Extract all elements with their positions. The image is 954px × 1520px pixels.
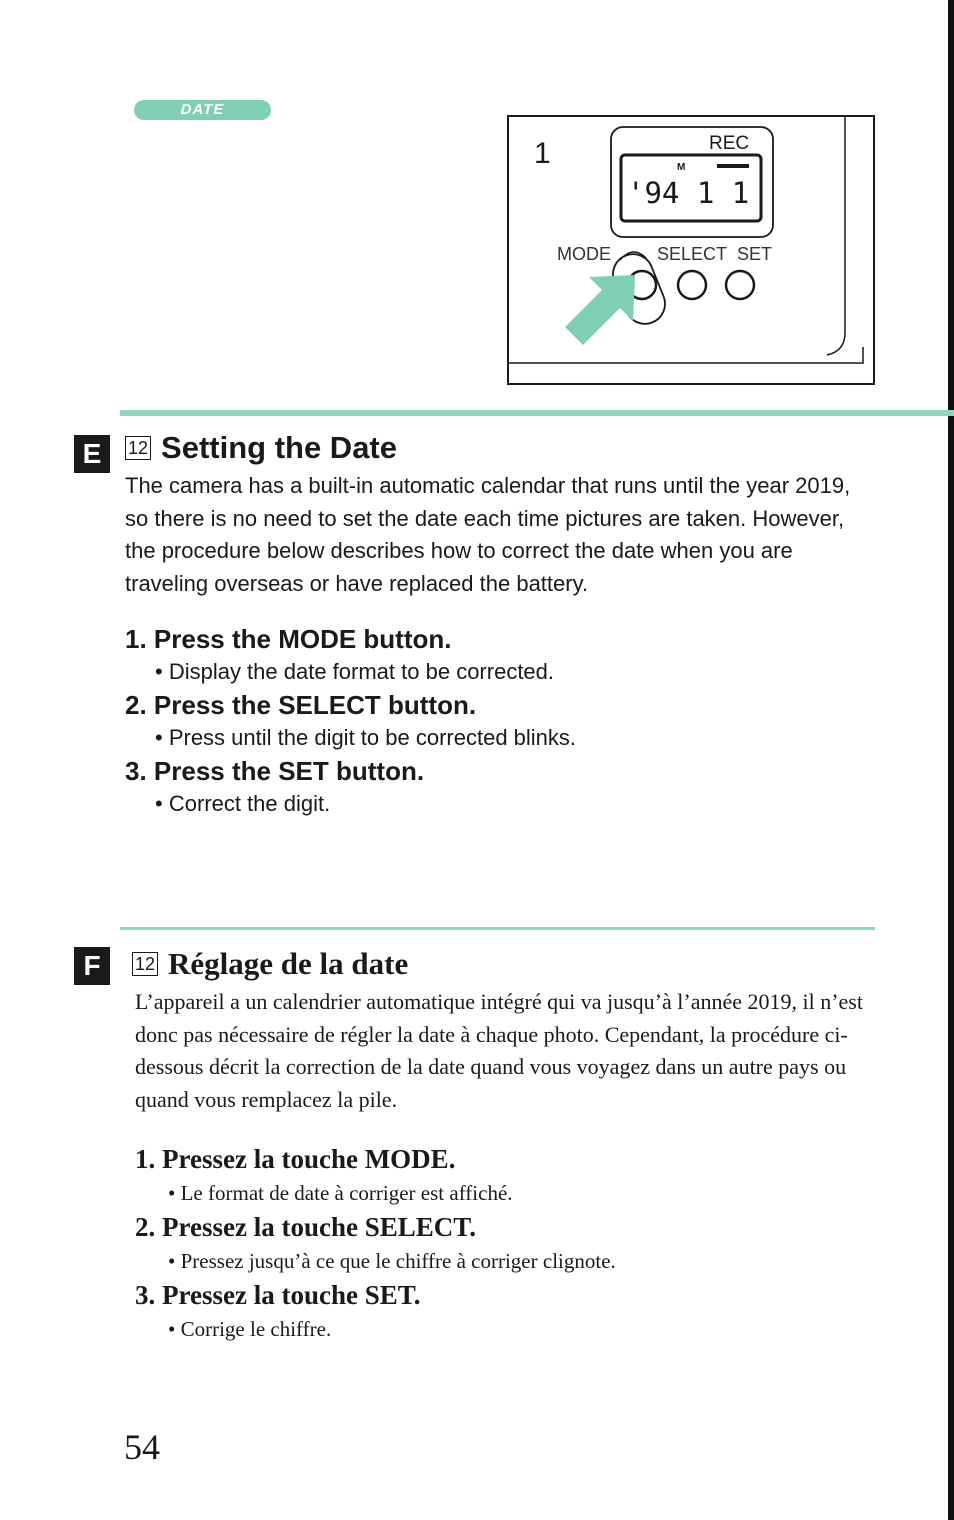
french-heading — [132, 942, 875, 986]
select-label: SELECT — [657, 244, 728, 264]
section-divider-middle — [120, 927, 875, 930]
english-step-2-title: 2. Press the SELECT button. — [125, 690, 477, 720]
english-steps — [125, 622, 865, 820]
press-arrow-icon — [565, 275, 635, 345]
french-step-1-title: 1. Pressez la touche MODE. — [135, 1144, 456, 1174]
french-step-3-note: • Corrige le chiffre. — [168, 1317, 332, 1341]
english-intro: The camera has a built-in automatic calendar that runs until the year 2019, so there is no need to set the date each time pictures are taken. However, the procedure below describes how to correct the date when you are traveling overseas or have replaced the battery. — [125, 473, 851, 596]
chapter-number-badge: 12 — [125, 436, 151, 460]
french-step-2-note: • Pressez jusqu’à ce que le chiffre à corriger clignote. — [168, 1249, 616, 1273]
chapter-number-badge: 12 — [132, 952, 158, 976]
camera-back-illustration — [507, 115, 877, 387]
english-step-3-title: 3. Press the SET button. — [125, 756, 425, 786]
camera-body-edge — [509, 347, 863, 363]
date-section-tab: DATE — [134, 100, 271, 120]
english-step-3-note: • Correct the digit. — [155, 791, 331, 816]
english-section — [125, 428, 865, 820]
french-title: Réglage de la date — [168, 946, 409, 981]
french-section — [135, 942, 875, 1346]
french-step-2-title: 2. Pressez la touche SELECT. — [135, 1212, 476, 1242]
lcd-rec-label: REC — [709, 133, 750, 154]
english-heading — [125, 428, 865, 468]
french-intro: L’appareil a un calendrier automatique intégré qui va jusqu’à l’année 2019, il n’est donc pas nécessaire de régler la date à chaque photo. Cependant, la procédure ci-dessous décrit la correction de la date quand vous voyagez dans un autre pays ou quand vous remplacez la pile. — [135, 989, 863, 1112]
lcd-dash-mark — [717, 164, 749, 168]
english-step-1-note: • Display the date format to be corrected. — [155, 659, 555, 684]
section-divider-top — [120, 410, 954, 416]
select-button — [678, 271, 706, 299]
set-button — [726, 271, 754, 299]
lcd-date-readout: '94 1 1 — [627, 176, 750, 210]
french-badge: F — [74, 947, 110, 985]
english-step-1-title: 1. Press the MODE button. — [125, 624, 452, 654]
english-badge: E — [74, 435, 110, 473]
set-label: SET — [737, 244, 773, 264]
french-step-3-title: 3. Pressez la touche SET. — [135, 1280, 421, 1310]
illustration-step-number: 1 — [534, 137, 551, 170]
english-title: Setting the Date — [161, 430, 397, 465]
french-step-1-note: • Le format de date à corriger est affiché. — [168, 1181, 513, 1205]
french-steps — [135, 1142, 875, 1346]
lcd-month-mark: M — [677, 162, 686, 173]
page-edge — [948, 0, 954, 1520]
mode-label: MODE — [557, 244, 611, 264]
page-number: 54 — [124, 1427, 160, 1467]
english-step-2-note: • Press until the digit to be corrected blinks. — [155, 725, 577, 750]
camera-body-curve — [827, 117, 845, 355]
